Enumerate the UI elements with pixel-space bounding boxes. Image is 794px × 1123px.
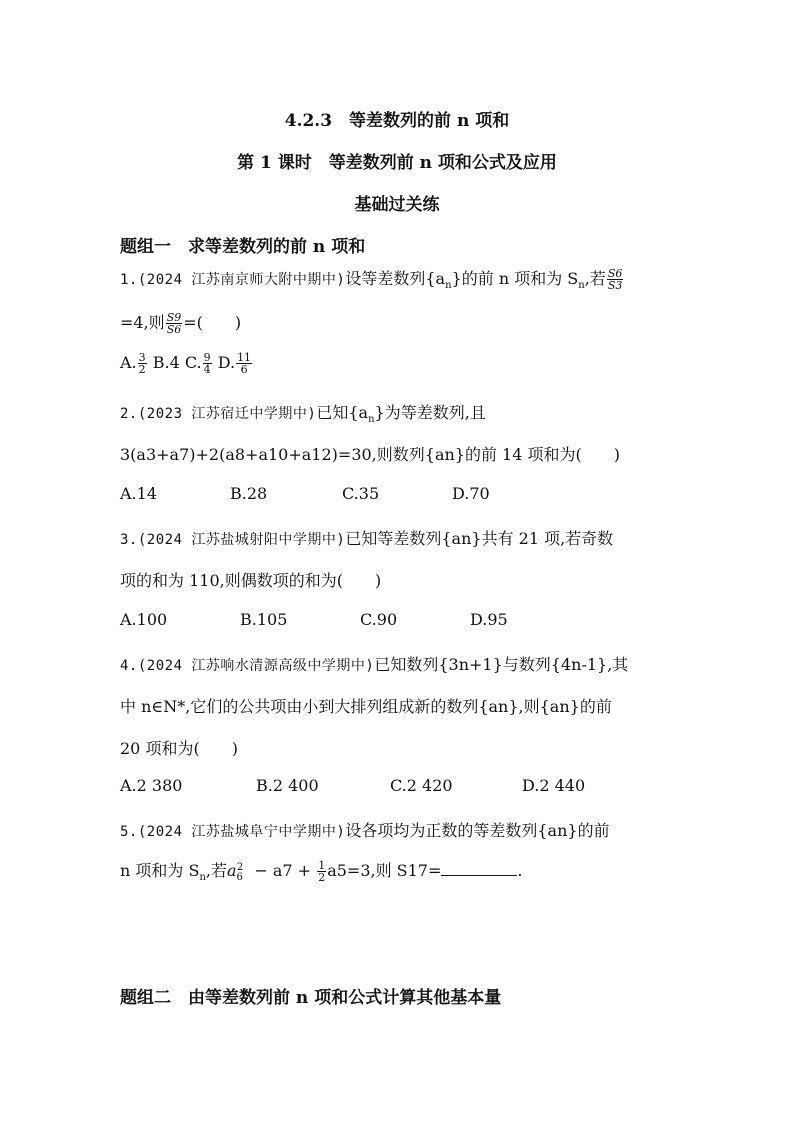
level-title: 基础过关练	[354, 195, 440, 215]
lesson-title: 第 1 课时 等差数列前 n 项和公式及应用	[237, 153, 557, 173]
group1-heading: 题组一 求等差数列的前 n 项和	[120, 237, 366, 257]
q4-option-d: D.2 440	[522, 776, 586, 795]
q2-source: 2.(2023 江苏宿迁中学期中)	[120, 406, 317, 422]
q3-line2: 项的和为 110,则偶数项的和为( )	[120, 571, 382, 590]
q2-line2: 3(a3+a7)+2(a8+a10+a12)=30,则数列{an}的前 14 项和为( )	[120, 445, 620, 464]
section-title: 4.2.3 等差数列的前 n 项和	[284, 111, 510, 131]
q1-fraction-s9-s6: $\frac{S9}{S6}$	[166, 311, 182, 336]
q3-option-b: B.105	[240, 610, 288, 629]
q3-option-d: D.95	[470, 610, 508, 629]
q1-option-a: A. $\frac{3}{2}$	[120, 351, 146, 376]
q2-line1: 2.(2023 江苏宿迁中学期中)已知$\{a_n\}$为等差数列,且	[120, 403, 486, 426]
q5-line2: n 项和为 $S_n$,若$a_6^2 - a7$ + $\frac{1}{2}$ a5=3,则 S17= .	[120, 859, 523, 884]
q4-option-c: C.2 420	[390, 776, 453, 795]
q5-answer-blank	[441, 861, 517, 876]
q4-line2: 中 n∈N*,它们的公共项由小到大排列组成新的数列{an},则{an}的前	[120, 697, 612, 716]
q5-source: 5.(2024 江苏盐城阜宁中学期中)	[120, 824, 346, 840]
q1-line2: =4,则 $\frac{S9}{S6}$ =( )	[120, 311, 242, 336]
q1-source: 1.(2024 江苏南京师大附中期中)	[120, 272, 346, 288]
q4-line3: 20 项和为( )	[120, 739, 238, 758]
q1-option-c: C. $\frac{9}{4}$	[184, 351, 211, 376]
q1-fraction-s6-s3: $\frac{S6}{S3}$	[607, 267, 623, 292]
q3-line1: 3.(2024 江苏盐城射阳中学期中)已知等差数列{an}共有 21 项,若奇数	[120, 529, 614, 548]
group2-heading: 题组二 由等差数列前 n 项和公式计算其他基本量	[120, 988, 502, 1008]
q2-option-d: D.70	[452, 484, 490, 503]
q1-option-b: B.4	[152, 353, 180, 372]
q2-option-b: B.28	[230, 484, 268, 503]
q4-option-b: B.2 400	[256, 776, 319, 795]
q1-option-d: D. $\frac{11}{6}$	[217, 351, 252, 376]
q4-source: 4.(2024 江苏响水清源高级中学期中)	[120, 658, 375, 674]
q3-option-a: A.100	[120, 610, 168, 629]
q4-line1: 4.(2024 江苏响水清源高级中学期中)已知数列{3n+1}与数列{4n-1},其	[120, 655, 629, 674]
q3-source: 3.(2024 江苏盐城射阳中学期中)	[120, 532, 346, 548]
q4-option-a: A.2 380	[120, 776, 183, 795]
q3-option-c: C.90	[360, 610, 398, 629]
q2-option-a: A.14	[120, 484, 157, 503]
q1-options	[120, 352, 253, 375]
q1-line1: 1.(2024 江苏南京师大附中期中)设等差数列$\{a_n\}$的前 n 项和为 $S_n$,若 $\frac{S6}{S3}$	[120, 267, 623, 292]
q5-line1: 5.(2024 江苏盐城阜宁中学期中)设各项均为正数的等差数列{an}的前	[120, 821, 610, 840]
q2-option-c: C.35	[342, 484, 380, 503]
